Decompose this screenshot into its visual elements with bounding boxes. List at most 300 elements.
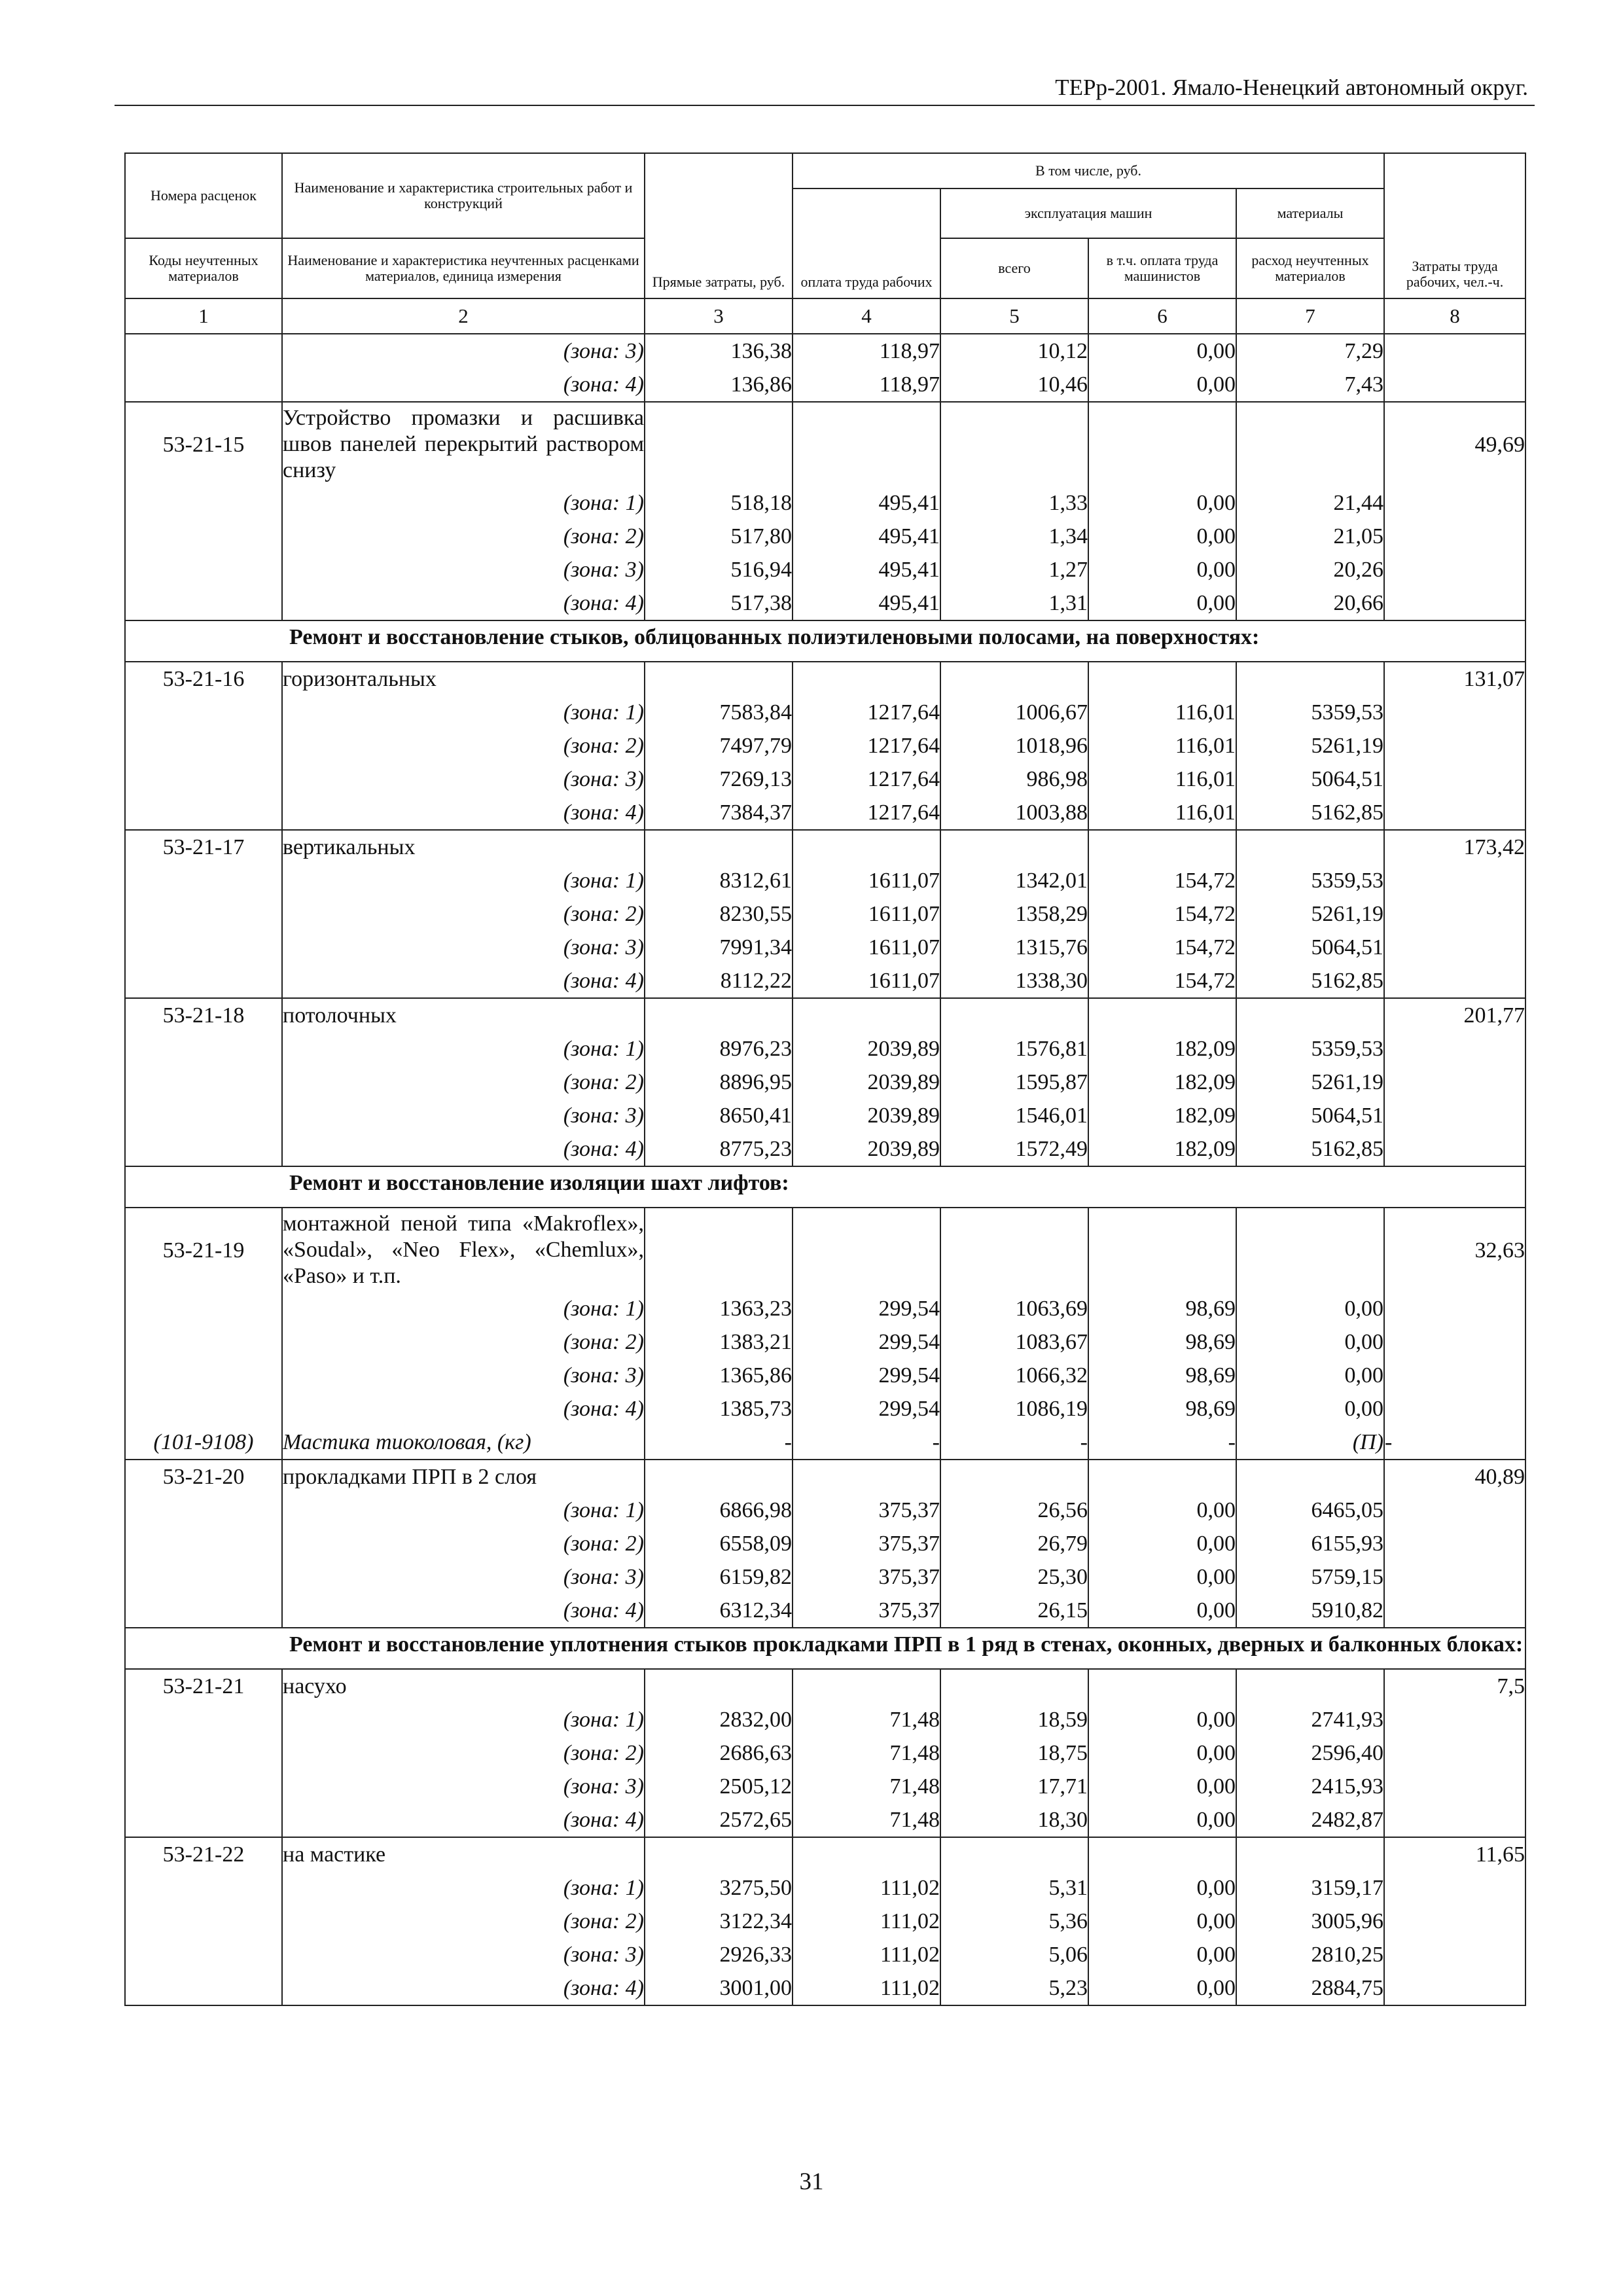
empty-cell: [1384, 520, 1525, 553]
zone-label: (зона: 3): [282, 1938, 645, 1971]
empty-cell: [125, 1099, 282, 1132]
zone-label: (зона: 3): [282, 1359, 645, 1392]
zone-label: (зона: 1): [282, 864, 645, 897]
empty-cell: [125, 1871, 282, 1905]
cost-value: 71,48: [793, 1803, 940, 1837]
empty-cell: [1384, 368, 1525, 402]
zone-label: (зона: 4): [282, 1392, 645, 1426]
cost-value: 0,00: [1088, 486, 1236, 520]
cost-value: 0,00: [1088, 1594, 1236, 1628]
col1-header-bottom: Коды неучтенных материалов: [125, 238, 282, 298]
cost-value: 0,00: [1088, 520, 1236, 553]
cost-value: 1217,64: [793, 696, 940, 729]
cost-value: 26,56: [940, 1494, 1088, 1527]
empty-cell: [125, 1560, 282, 1594]
empty-cell: [1088, 830, 1236, 864]
empty-cell: [1384, 1736, 1525, 1770]
zone-row: [125, 1325, 1525, 1359]
empty-cell: [1088, 1460, 1236, 1494]
cost-value: 3159,17: [1236, 1871, 1384, 1905]
material-code: (101-9108): [125, 1426, 282, 1460]
cost-value: 8896,95: [645, 1066, 793, 1099]
zone-row: [125, 1803, 1525, 1837]
work-name: вертикальных: [282, 830, 645, 864]
cost-value: 0,00: [1236, 1359, 1384, 1392]
col8-header: Затраты труда рабочих, чел.-ч.: [1384, 153, 1525, 298]
cost-value: 375,37: [793, 1494, 940, 1527]
empty-cell: [1384, 1292, 1525, 1325]
empty-cell: [1384, 1392, 1525, 1426]
table-header: [125, 153, 1525, 334]
zone-label: (зона: 2): [282, 1066, 645, 1099]
cost-value: 2039,89: [793, 1099, 940, 1132]
cost-value: 10,46: [940, 368, 1088, 402]
cost-value: 2596,40: [1236, 1736, 1384, 1770]
cost-value: 8650,41: [645, 1099, 793, 1132]
zone-label: (зона: 1): [282, 1292, 645, 1325]
cost-value: 0,00: [1088, 334, 1236, 368]
empty-cell: [1384, 1032, 1525, 1066]
cost-value: 25,30: [940, 1560, 1088, 1594]
cost-value: 5759,15: [1236, 1560, 1384, 1594]
cost-value: 71,48: [793, 1703, 940, 1736]
cost-value: 0,00: [1088, 1560, 1236, 1594]
empty-cell: [125, 520, 282, 553]
empty-cell: [645, 1460, 793, 1494]
zone-label: (зона: 4): [282, 1594, 645, 1628]
cost-value: 71,48: [793, 1770, 940, 1803]
empty-cell: [1384, 486, 1525, 520]
labor-cost: 32,63: [1384, 1208, 1525, 1292]
cost-value: 1611,07: [793, 897, 940, 931]
empty-cell: [940, 662, 1088, 696]
rate-item-row: [125, 1460, 1525, 1494]
work-name: прокладками ПРП в 2 слоя: [282, 1460, 645, 1494]
zone-label: (зона: 3): [282, 762, 645, 796]
cost-value: 2039,89: [793, 1066, 940, 1099]
cost-value: 2686,63: [645, 1736, 793, 1770]
zone-label: (зона: 1): [282, 486, 645, 520]
col-number: 1: [125, 298, 282, 334]
cost-value: 1018,96: [940, 729, 1088, 762]
zone-label: (зона: 4): [282, 964, 645, 998]
empty-cell: [125, 1066, 282, 1099]
cost-value: 8976,23: [645, 1032, 793, 1066]
zone-row: [125, 864, 1525, 897]
empty-cell: [793, 1669, 940, 1703]
zone-label: (зона: 4): [282, 586, 645, 620]
empty-cell: [125, 1359, 282, 1392]
cost-value: 1083,67: [940, 1325, 1088, 1359]
empty-cell: [125, 931, 282, 964]
cost-value: 20,66: [1236, 586, 1384, 620]
empty-cell: [1236, 998, 1384, 1032]
cost-value: 1,33: [940, 486, 1088, 520]
cost-value: 116,01: [1088, 696, 1236, 729]
empty-cell: [125, 1325, 282, 1359]
empty-cell: [125, 729, 282, 762]
labor-cost: -: [1384, 1426, 1525, 1460]
cost-value: 1363,23: [645, 1292, 793, 1325]
empty-cell: [125, 334, 282, 368]
empty-cell: [125, 1594, 282, 1628]
empty-cell: [1384, 964, 1525, 998]
cost-value: 154,72: [1088, 897, 1236, 931]
section-heading: Ремонт и восстановление изоляции шахт лифтов:: [125, 1166, 1525, 1208]
col2-header-top: Наименование и характеристика строительных работ и конструкций: [282, 153, 645, 238]
zone-label: (зона: 2): [282, 897, 645, 931]
cost-value: 7269,13: [645, 762, 793, 796]
empty-cell: [1384, 1770, 1525, 1803]
rate-item-row: [125, 402, 1525, 486]
cost-value: 517,38: [645, 586, 793, 620]
cost-value: 0,00: [1088, 1703, 1236, 1736]
zone-label: (зона: 3): [282, 931, 645, 964]
zone-row: [125, 729, 1525, 762]
empty-cell: [1088, 1669, 1236, 1703]
empty-cell: [1384, 1132, 1525, 1166]
zone-row: [125, 368, 1525, 402]
empty-cell: [1384, 1703, 1525, 1736]
empty-cell: [1384, 1871, 1525, 1905]
cost-value: 2482,87: [1236, 1803, 1384, 1837]
cost-value: 518,18: [645, 486, 793, 520]
cost-value: 5359,53: [1236, 696, 1384, 729]
rate-code: 53-21-19: [125, 1208, 282, 1292]
cost-value: 2832,00: [645, 1703, 793, 1736]
cost-value: 375,37: [793, 1560, 940, 1594]
cost-value: 1546,01: [940, 1099, 1088, 1132]
cost-value: 5064,51: [1236, 1099, 1384, 1132]
empty-cell: [1384, 1560, 1525, 1594]
cost-value: 6155,93: [1236, 1527, 1384, 1560]
cost-value: 0,00: [1088, 1938, 1236, 1971]
rate-item-row: [125, 1208, 1525, 1292]
zone-label: (зона: 1): [282, 1494, 645, 1527]
rate-item-row: [125, 998, 1525, 1032]
cost-value: 3122,34: [645, 1905, 793, 1938]
cost-value: 2505,12: [645, 1770, 793, 1803]
zone-row: [125, 1736, 1525, 1770]
zone-label: (зона: 1): [282, 1871, 645, 1905]
cost-value: 6312,34: [645, 1594, 793, 1628]
cost-value: 21,05: [1236, 520, 1384, 553]
empty-cell: [645, 998, 793, 1032]
zone-label: (зона: 3): [282, 334, 645, 368]
cost-value: 5162,85: [1236, 964, 1384, 998]
empty-cell: [940, 402, 1088, 486]
materials-header: материалы: [1236, 188, 1384, 238]
section-row: [125, 1628, 1525, 1669]
cost-value: 1383,21: [645, 1325, 793, 1359]
cost-value: 495,41: [793, 520, 940, 553]
empty-cell: [1384, 1938, 1525, 1971]
col-number: 7: [1236, 298, 1384, 334]
cost-value: 516,94: [645, 553, 793, 586]
cost-value: 5064,51: [1236, 762, 1384, 796]
cost-value: 2810,25: [1236, 1938, 1384, 1971]
labor-pay-header: оплата труда рабочих: [793, 188, 940, 298]
empty-cell: [645, 1837, 793, 1871]
empty-cell: [1236, 1460, 1384, 1494]
cost-value: 1338,30: [940, 964, 1088, 998]
empty-cell: [940, 1460, 1088, 1494]
cost-value: 299,54: [793, 1392, 940, 1426]
rate-item-row: [125, 830, 1525, 864]
work-name: насухо: [282, 1669, 645, 1703]
zone-label: (зона: 1): [282, 1703, 645, 1736]
empty-cell: [940, 830, 1088, 864]
empty-cell: [793, 662, 940, 696]
cost-value: 10,12: [940, 334, 1088, 368]
empty-cell: [125, 1703, 282, 1736]
cost-value: 5,36: [940, 1905, 1088, 1938]
material-value: (П): [1236, 1426, 1384, 1460]
running-header: [115, 73, 1535, 106]
cost-value: 7991,34: [645, 931, 793, 964]
cost-value: 154,72: [1088, 864, 1236, 897]
cost-value: 0,00: [1088, 1971, 1236, 2005]
zone-row: [125, 762, 1525, 796]
zone-row: [125, 1392, 1525, 1426]
cost-value: 116,01: [1088, 796, 1236, 830]
cost-value: 26,15: [940, 1594, 1088, 1628]
empty-cell: [940, 1837, 1088, 1871]
cost-value: 7583,84: [645, 696, 793, 729]
empty-cell: [793, 402, 940, 486]
rate-item-row: [125, 662, 1525, 696]
cost-value: 116,01: [1088, 729, 1236, 762]
machines-pay-header: в т.ч. оплата труда машинистов: [1088, 238, 1236, 298]
cost-value: 2741,93: [1236, 1703, 1384, 1736]
cost-value: 1576,81: [940, 1032, 1088, 1066]
empty-cell: [1384, 553, 1525, 586]
cost-value: 5359,53: [1236, 1032, 1384, 1066]
cost-value: 5,23: [940, 1971, 1088, 2005]
cost-value: 154,72: [1088, 931, 1236, 964]
cost-value: 26,79: [940, 1527, 1088, 1560]
cost-value: 1611,07: [793, 864, 940, 897]
cost-value: 1315,76: [940, 931, 1088, 964]
cost-value: 5261,19: [1236, 897, 1384, 931]
empty-cell: [125, 1905, 282, 1938]
empty-cell: [125, 553, 282, 586]
material-value: -: [645, 1426, 793, 1460]
cost-value: 1217,64: [793, 762, 940, 796]
cost-value: 0,00: [1088, 1905, 1236, 1938]
cost-value: 1006,67: [940, 696, 1088, 729]
empty-cell: [1384, 1803, 1525, 1837]
cost-value: 375,37: [793, 1594, 940, 1628]
col1-header-top: Номера расценок: [125, 153, 282, 238]
cost-value: 1,27: [940, 553, 1088, 586]
cost-value: 116,01: [1088, 762, 1236, 796]
materials-unaccounted-header: расход неучтенных материалов: [1236, 238, 1384, 298]
empty-cell: [1384, 1494, 1525, 1527]
zone-row: [125, 1905, 1525, 1938]
cost-value: 2415,93: [1236, 1770, 1384, 1803]
empty-cell: [1088, 998, 1236, 1032]
cost-value: 18,75: [940, 1736, 1088, 1770]
zone-label: (зона: 2): [282, 1905, 645, 1938]
cost-value: 136,86: [645, 368, 793, 402]
cost-value: 71,48: [793, 1736, 940, 1770]
rate-item-row: [125, 1837, 1525, 1871]
empty-cell: [1384, 696, 1525, 729]
cost-value: 182,09: [1088, 1099, 1236, 1132]
cost-value: 5162,85: [1236, 796, 1384, 830]
empty-cell: [1384, 729, 1525, 762]
empty-cell: [793, 998, 940, 1032]
cost-value: 3001,00: [645, 1971, 793, 2005]
zone-row: [125, 1871, 1525, 1905]
cost-value: 6558,09: [645, 1527, 793, 1560]
zone-label: (зона: 3): [282, 1770, 645, 1803]
cost-value: 1217,64: [793, 796, 940, 830]
labor-cost: 131,07: [1384, 662, 1525, 696]
cost-value: 299,54: [793, 1325, 940, 1359]
material-value: -: [793, 1426, 940, 1460]
cost-value: 0,00: [1236, 1292, 1384, 1325]
empty-cell: [1384, 334, 1525, 368]
cost-value: 98,69: [1088, 1392, 1236, 1426]
zone-label: (зона: 4): [282, 1803, 645, 1837]
empty-cell: [1384, 1066, 1525, 1099]
zone-row: [125, 1292, 1525, 1325]
zone-row: [125, 931, 1525, 964]
rate-code: 53-21-16: [125, 662, 282, 696]
empty-cell: [1384, 586, 1525, 620]
empty-cell: [793, 830, 940, 864]
zone-label: (зона: 3): [282, 1560, 645, 1594]
rate-code: 53-21-20: [125, 1460, 282, 1494]
cost-value: 8112,22: [645, 964, 793, 998]
zone-row: [125, 1527, 1525, 1560]
zone-label: (зона: 2): [282, 1325, 645, 1359]
cost-value: 136,38: [645, 334, 793, 368]
empty-cell: [1088, 1837, 1236, 1871]
empty-cell: [125, 1938, 282, 1971]
empty-cell: [793, 1460, 940, 1494]
empty-cell: [125, 1527, 282, 1560]
zone-label: (зона: 4): [282, 796, 645, 830]
zone-row: [125, 1359, 1525, 1392]
machines-total-header: всего: [940, 238, 1088, 298]
cost-value: 495,41: [793, 586, 940, 620]
col3-header: Прямые затраты, руб.: [645, 153, 793, 298]
zone-row: [125, 334, 1525, 368]
cost-value: 7,29: [1236, 334, 1384, 368]
rate-code: 53-21-15: [125, 402, 282, 486]
cost-value: 495,41: [793, 553, 940, 586]
empty-cell: [1088, 1208, 1236, 1292]
cost-value: 2039,89: [793, 1132, 940, 1166]
empty-cell: [1088, 662, 1236, 696]
cost-value: 20,26: [1236, 553, 1384, 586]
empty-cell: [940, 1669, 1088, 1703]
cost-value: 111,02: [793, 1971, 940, 2005]
cost-value: 5261,19: [1236, 729, 1384, 762]
cost-value: 1595,87: [940, 1066, 1088, 1099]
zone-row: [125, 486, 1525, 520]
empty-cell: [1384, 864, 1525, 897]
cost-value: 182,09: [1088, 1032, 1236, 1066]
cost-value: 1572,49: [940, 1132, 1088, 1166]
cost-value: 0,00: [1088, 1871, 1236, 1905]
zone-row: [125, 1066, 1525, 1099]
empty-cell: [125, 1132, 282, 1166]
cost-value: 5359,53: [1236, 864, 1384, 897]
cost-value: 1,34: [940, 520, 1088, 553]
empty-cell: [793, 1208, 940, 1292]
empty-cell: [1384, 1905, 1525, 1938]
empty-cell: [1236, 1837, 1384, 1871]
cost-value: 5064,51: [1236, 931, 1384, 964]
empty-cell: [125, 762, 282, 796]
cost-value: 7,43: [1236, 368, 1384, 402]
cost-value: 1217,64: [793, 729, 940, 762]
zone-row: [125, 1594, 1525, 1628]
empty-cell: [645, 662, 793, 696]
cost-value: 299,54: [793, 1359, 940, 1392]
cost-value: 5261,19: [1236, 1066, 1384, 1099]
zone-row: [125, 520, 1525, 553]
cost-value: 1365,86: [645, 1359, 793, 1392]
zone-row: [125, 1971, 1525, 2005]
cost-value: 0,00: [1088, 1736, 1236, 1770]
cost-value: 111,02: [793, 1871, 940, 1905]
material-value: -: [1088, 1426, 1236, 1460]
col-number: 8: [1384, 298, 1525, 334]
zone-row: [125, 964, 1525, 998]
cost-value: 3005,96: [1236, 1905, 1384, 1938]
section-heading: Ремонт и восстановление уплотнения стыков прокладками ПРП в 1 ряд в стенах, оконных, дверных и балконных блоках:: [125, 1628, 1525, 1669]
col-number: 2: [282, 298, 645, 334]
cost-value: 2039,89: [793, 1032, 940, 1066]
zone-row: [125, 796, 1525, 830]
empty-cell: [125, 864, 282, 897]
empty-cell: [125, 1803, 282, 1837]
work-name: на мастике: [282, 1837, 645, 1871]
cost-value: 0,00: [1088, 1527, 1236, 1560]
work-name: монтажной пеной типа «Makroflex», «Soudal», «Neo Flex», «Chemlux», «Paso» и т.п.: [282, 1208, 645, 1292]
cost-value: 8312,61: [645, 864, 793, 897]
cost-value: 0,00: [1236, 1392, 1384, 1426]
page-number: 31: [799, 2168, 824, 2195]
cost-value: 154,72: [1088, 964, 1236, 998]
empty-cell: [125, 897, 282, 931]
empty-cell: [1088, 402, 1236, 486]
cost-value: 1086,19: [940, 1392, 1088, 1426]
cost-value: 1003,88: [940, 796, 1088, 830]
zone-label: (зона: 2): [282, 1527, 645, 1560]
cost-value: 1385,73: [645, 1392, 793, 1426]
cost-value: 986,98: [940, 762, 1088, 796]
zone-label: (зона: 1): [282, 696, 645, 729]
cost-value: 98,69: [1088, 1325, 1236, 1359]
zone-row: [125, 1938, 1525, 1971]
cost-value: 98,69: [1088, 1292, 1236, 1325]
cost-value: 8230,55: [645, 897, 793, 931]
cost-value: 21,44: [1236, 486, 1384, 520]
cost-value: 299,54: [793, 1292, 940, 1325]
cost-value: 375,37: [793, 1527, 940, 1560]
section-heading: Ремонт и восстановление стыков, облицованных полиэтиленовыми полосами, на поверхностях:: [125, 620, 1525, 662]
section-row: [125, 620, 1525, 662]
rate-code: 53-21-17: [125, 830, 282, 864]
col-number: 5: [940, 298, 1088, 334]
labor-cost: 7,5: [1384, 1669, 1525, 1703]
